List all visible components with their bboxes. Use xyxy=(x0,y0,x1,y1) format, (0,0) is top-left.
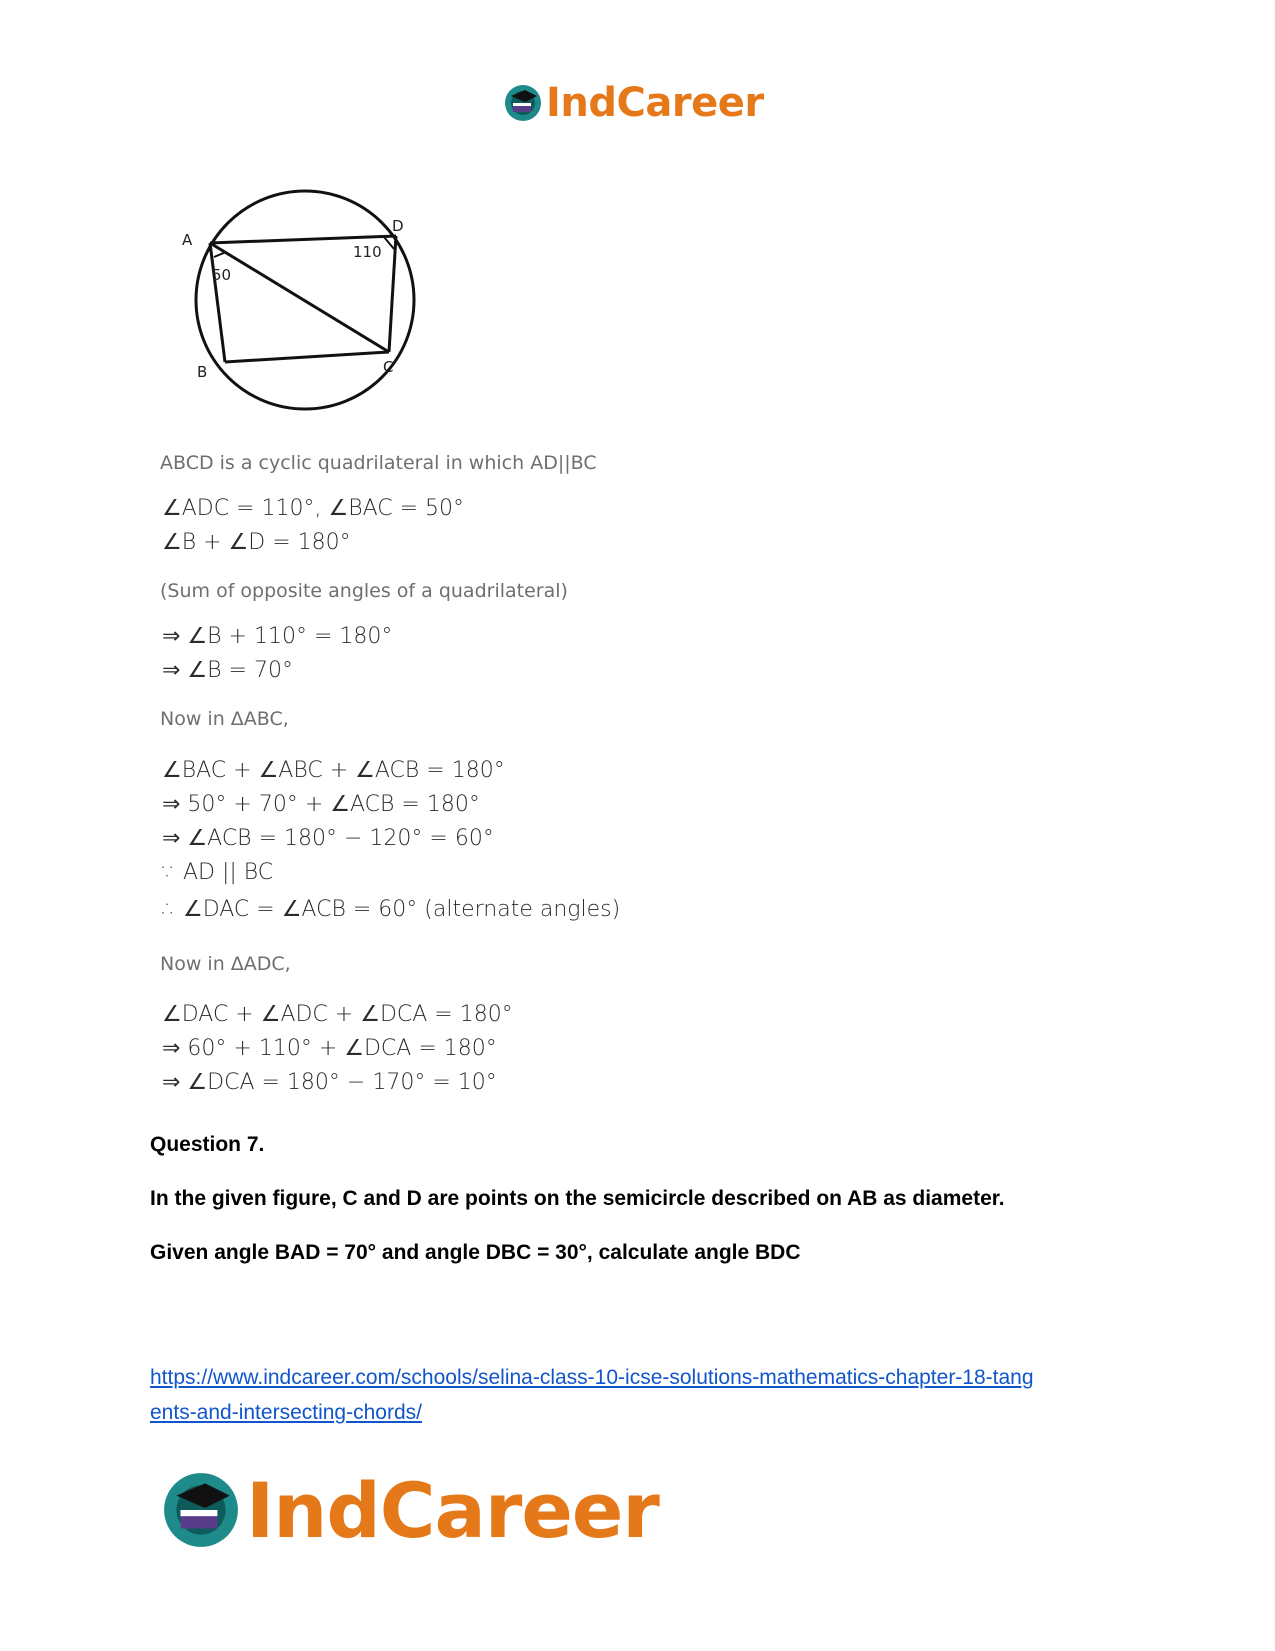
solution-line-10: ∠DAC + ∠ADC + ∠DCA = 180° xyxy=(162,1002,513,1027)
source-link-line-1[interactable]: https://www.indcareer.com/schools/selina-class-10-icse-solutions-mathematics-chapter-18-tang xyxy=(150,1366,1034,1389)
side-cb xyxy=(225,352,389,362)
solution-caption-3: Now in ΔABC, xyxy=(160,708,289,730)
angle-mark-a xyxy=(214,252,226,257)
solution-line-11: ⇒ 60° + 110° + ∠DCA = 180° xyxy=(162,1036,497,1061)
question-text-2: Given angle BAD = 70° and angle DBC = 30°, calculate angle BDC xyxy=(150,1241,801,1264)
solution-line-12: ⇒ ∠DCA = 180° − 170° = 10° xyxy=(162,1070,497,1095)
side-ad xyxy=(210,236,396,243)
angle-label-a: 50 xyxy=(212,266,232,284)
logo-wordmark: IndCareer xyxy=(546,80,764,126)
solution-caption-2: (Sum of opposite angles of a quadrilateral) xyxy=(160,580,568,602)
solution-line-2: ∠B + ∠D = 180° xyxy=(162,530,351,555)
solution-line-7: ⇒ ∠ACB = 180° − 120° = 60° xyxy=(162,826,494,851)
solution-line-1: ∠ADC = 110°, ∠BAC = 50° xyxy=(162,496,465,521)
solution-caption-4: Now in ΔADC, xyxy=(160,953,291,975)
question-title: Question 7. xyxy=(150,1133,265,1156)
side-dc xyxy=(389,236,396,352)
angle-mark-d xyxy=(384,237,394,249)
logo-emblem-icon xyxy=(503,83,543,123)
side-ba xyxy=(210,243,225,362)
question-text-1: In the given figure, C and D are points on the semicircle described on AB as diameter. xyxy=(150,1187,1005,1210)
label-c: C xyxy=(383,358,394,376)
header-logo xyxy=(503,78,764,128)
solution-line-4: ⇒ ∠B = 70° xyxy=(162,658,293,683)
logo-emblem-icon xyxy=(160,1469,242,1551)
solution-caption-1: ABCD is a cyclic quadrilateral in which AD||BC xyxy=(160,452,597,474)
solution-line-3: ⇒ ∠B + 110° = 180° xyxy=(162,624,393,649)
angle-label-d: 110 xyxy=(353,243,382,261)
label-d: D xyxy=(392,217,404,235)
footer-logo xyxy=(160,1465,659,1555)
solution-line-9: ∴ ∠DAC = ∠ACB = 60° (alternate angles) xyxy=(162,897,621,922)
source-link-line-2[interactable]: ents-and-intersecting-chords/ xyxy=(150,1401,422,1424)
label-a: A xyxy=(182,231,193,249)
cyclic-quadrilateral-figure xyxy=(170,180,440,430)
solution-line-6: ⇒ 50° + 70° + ∠ACB = 180° xyxy=(162,792,480,817)
solution-line-8: ∵ AD || BC xyxy=(162,860,274,885)
logo-wordmark: IndCareer xyxy=(246,1465,659,1555)
solution-line-5: ∠BAC + ∠ABC + ∠ACB = 180° xyxy=(162,758,505,783)
label-b: B xyxy=(197,363,208,381)
